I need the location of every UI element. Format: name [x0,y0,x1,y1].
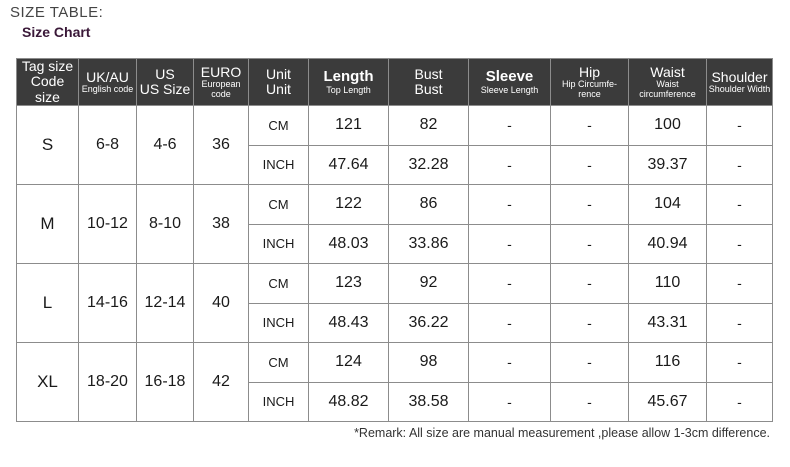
shoulder-cell: - [707,343,773,383]
hip-cell: - [551,185,629,225]
shoulder-cell: - [707,303,773,343]
sleeve-cell: - [469,303,551,343]
header-sublabel: Waist circumference [639,79,696,99]
header-label: UK/AU [86,68,129,85]
waist-cell: 39.37 [629,145,707,185]
header-us [137,59,194,106]
header-sublabel: Sleeve Length [480,84,539,95]
unit-cell: INCH [249,224,309,264]
us-size-cell: 8-10 [137,185,194,264]
shoulder-cell: - [707,264,773,304]
hip-cell: - [551,382,629,422]
header-label-2: US Size [139,81,191,98]
header-label: Sleeve [485,68,534,86]
shoulder-cell: - [707,382,773,422]
header-label: Length [323,68,374,86]
waist-cell: 104 [629,185,707,225]
unit-cell: CM [249,185,309,225]
unit-cell: INCH [249,303,309,343]
hip-cell: - [551,343,629,383]
table-row [17,343,773,383]
header-shoulder [707,59,773,106]
uk-au-cell: 18-20 [79,343,137,422]
header-tag-size [17,59,79,106]
length-cell: 47.64 [309,145,389,185]
length-cell: 122 [309,185,389,225]
length-cell: 48.03 [309,224,389,264]
page-heading: SIZE TABLE: [10,4,104,21]
uk-au-cell: 6-8 [79,106,137,185]
euro-cell: 36 [194,106,249,185]
waist-cell: 100 [629,106,707,146]
uk-au-cell: 14-16 [79,264,137,343]
bust-cell: 38.58 [389,382,469,422]
bust-cell: 36.22 [389,303,469,343]
header-waist [629,59,707,106]
bust-cell: 98 [389,343,469,383]
header-label: Bust [414,65,443,82]
size-chart-title: Size Chart [22,24,91,40]
header-sublabel: Top Length [326,84,371,95]
header-length [309,59,389,106]
sleeve-cell: - [469,145,551,185]
euro-cell: 42 [194,343,249,422]
uk-au-cell: 10-12 [79,185,137,264]
bust-cell: 92 [389,264,469,304]
waist-cell: 43.31 [629,303,707,343]
size-table-body [17,106,773,422]
tag-size-cell: L [17,264,79,343]
bust-cell: 32.28 [389,145,469,185]
header-label: Tag size [21,58,74,74]
header-hip [551,59,629,106]
bust-cell: 33.86 [389,224,469,264]
header-sublabel: European code [201,79,241,99]
header-label: Hip [578,63,600,80]
header-label-2: Code size [30,73,65,105]
header-uk-au [79,59,137,106]
unit-cell: INCH [249,382,309,422]
shoulder-cell: - [707,185,773,225]
table-row [17,264,773,304]
hip-cell: - [551,145,629,185]
header-label: Waist [650,63,685,80]
waist-cell: 110 [629,264,707,304]
shoulder-cell: - [707,224,773,264]
length-cell: 48.43 [309,303,389,343]
bust-cell: 82 [389,106,469,146]
sleeve-cell: - [469,264,551,304]
length-cell: 121 [309,106,389,146]
hip-cell: - [551,303,629,343]
header-label-2: Unit [266,81,291,98]
sleeve-cell: - [469,343,551,383]
header-unit [249,59,309,106]
waist-cell: 45.67 [629,382,707,422]
unit-cell: INCH [249,145,309,185]
remark-note: *Remark: All size are manual measurement ,please allow 1-3cm difference. [354,426,770,440]
unit-cell: CM [249,106,309,146]
header-euro [194,59,249,106]
size-table [16,58,773,422]
header-label: US [155,65,175,82]
hip-cell: - [551,224,629,264]
header-label: Shoulder [711,68,768,85]
header-label-2: Bust [414,81,443,98]
header-sublabel: Shoulder Width [708,84,771,95]
tag-size-cell: XL [17,343,79,422]
header-label: EURO [200,63,242,80]
shoulder-cell: - [707,106,773,146]
shoulder-cell: - [707,145,773,185]
unit-cell: CM [249,343,309,383]
table-row [17,106,773,146]
length-cell: 123 [309,264,389,304]
us-size-cell: 4-6 [137,106,194,185]
header-label: Unit [266,65,291,82]
sleeve-cell: - [469,382,551,422]
length-cell: 124 [309,343,389,383]
header-bust [389,59,469,106]
hip-cell: - [551,264,629,304]
us-size-cell: 16-18 [137,343,194,422]
unit-cell: CM [249,264,309,304]
sleeve-cell: - [469,185,551,225]
us-size-cell: 12-14 [137,264,194,343]
sleeve-cell: - [469,224,551,264]
waist-cell: 116 [629,343,707,383]
waist-cell: 40.94 [629,224,707,264]
length-cell: 48.82 [309,382,389,422]
tag-size-cell: S [17,106,79,185]
euro-cell: 40 [194,264,249,343]
hip-cell: - [551,106,629,146]
table-row [17,185,773,225]
header-row [17,59,773,106]
sleeve-cell: - [469,106,551,146]
header-sublabel: Hip Circumfe-rence [561,79,617,99]
tag-size-cell: M [17,185,79,264]
header-sleeve [469,59,551,106]
euro-cell: 38 [194,185,249,264]
bust-cell: 86 [389,185,469,225]
header-sublabel: English code [81,84,134,95]
